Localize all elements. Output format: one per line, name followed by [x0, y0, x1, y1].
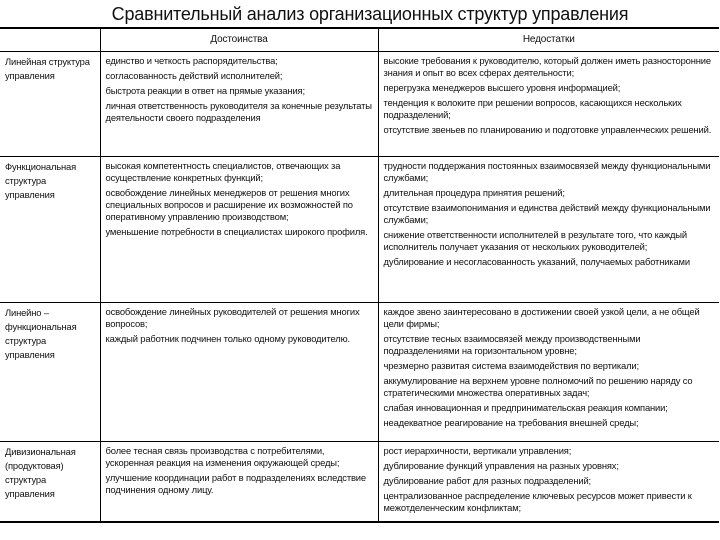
disadvantage-item: перегрузка менеджеров высшего уровня информацией;	[383, 82, 621, 93]
disadvantage-item: высокие требования к руководителю, который должен иметь разносторонние знания и опыт во всех сферах деятельности;	[383, 55, 711, 78]
structure-name-cell: Линейно – функциональная структура управления	[0, 303, 100, 442]
advantage-item: единство и четкость распорядительства;	[105, 55, 278, 66]
advantages-cell	[100, 303, 378, 442]
advantage-item: личная ответственность руководителя за конечные результаты деятельности своего подразделения	[105, 100, 372, 123]
advantage-item: согласованность действий исполнителей;	[105, 70, 283, 81]
disadvantage-item: отсутствие взаимопонимания и единства действий между функциональными службами;	[383, 202, 711, 225]
disadvantage-item: снижение ответственности исполнителей в результате того, что каждый исполнитель получает указания от нескольких руководителей;	[383, 229, 687, 252]
advantage-item: каждый работник подчинен только одному руководителю.	[105, 333, 350, 344]
disadvantage-item: рост иерархичности, вертикали управления;	[383, 445, 572, 456]
structure-name-cell: Линейная структура управления	[0, 52, 100, 157]
advantages-cell	[100, 52, 378, 157]
advantage-item: улучшение координации работ в подразделениях вследствие подчинения одному лицу.	[105, 472, 366, 495]
header-structure	[0, 28, 100, 52]
disadvantage-item: отсутствие звеньев по планированию и подготовке управленческих решений.	[383, 124, 712, 135]
header-disadvantages: Недостатки	[378, 28, 719, 52]
advantage-item: освобождение линейных руководителей от решения многих вопросов;	[105, 306, 360, 329]
disadvantages-cell	[378, 157, 719, 303]
table-header-row	[0, 28, 719, 52]
disadvantage-item: централизованное распределение ключевых ресурсов может привести к межотделенческим конфликтам;	[383, 490, 692, 513]
header-advantages: Достоинства	[100, 28, 378, 52]
disadvantage-item: трудности поддержания постоянных взаимосвязей между функциональными службами;	[383, 160, 711, 183]
advantage-item: высокая компетентность специалистов, отвечающих за осуществление конкретных функций;	[105, 160, 341, 183]
table-row	[0, 303, 719, 442]
disadvantage-item: дублирование работ для разных подразделений;	[383, 475, 592, 486]
comparison-table	[0, 27, 719, 523]
table-row	[0, 52, 719, 157]
disadvantage-item: неадекватное реагирование на требования внешней среды;	[383, 417, 639, 428]
disadvantage-item: каждое звено заинтересовано в достижении своей узкой цели, а не общей цели фирмы;	[383, 306, 700, 329]
disadvantages-cell	[378, 303, 719, 442]
advantages-cell	[100, 442, 378, 522]
disadvantage-item: отсутствие тесных взаимосвязей между производственными подразделениями на горизонтальном уровне;	[383, 333, 641, 356]
advantage-item: более тесная связь производства с потребителями, ускоренная реакция на изменения окружающей среды;	[105, 445, 340, 468]
disadvantages-cell	[378, 442, 719, 522]
disadvantage-item: тенденция к волоките при решении вопросов, касающихся нескольких подразделений;	[383, 97, 682, 120]
structure-name-cell: Функциональная структура управления	[0, 157, 100, 303]
disadvantage-item: аккумулирование на верхнем уровне полномочий по решению наряду со стратегическими множества оперативных задач;	[383, 375, 693, 398]
table-row	[0, 442, 719, 522]
page-title: Сравнительный анализ организационных структур управления	[111, 4, 629, 24]
disadvantage-item: чрезмерно развитая система взаимодействия по вертикали;	[383, 360, 639, 371]
advantage-item: освобождение линейных менеджеров от решения многих специальных вопросов и расширение их возможностей по оперативному управлению производством;	[105, 187, 353, 222]
structure-name-cell: Дивизиональная (продуктовая) структура управления	[0, 442, 100, 522]
advantages-cell	[100, 157, 378, 303]
advantage-item: уменьшение потребности в специалистах широкого профиля.	[105, 226, 368, 237]
disadvantage-item: слабая инновационная и предпринимательская реакция компании;	[383, 402, 668, 413]
disadvantages-cell	[378, 52, 719, 157]
disadvantage-item: дублирование функций управления на разных уровнях;	[383, 460, 619, 471]
advantage-item: быстрота реакции в ответ на прямые указания;	[105, 85, 305, 96]
table-row	[0, 157, 719, 303]
disadvantage-item: длительная процедура принятия решений;	[383, 187, 565, 198]
disadvantage-item: дублирование и несогласованность указаний, получаемых работниками	[383, 256, 690, 267]
